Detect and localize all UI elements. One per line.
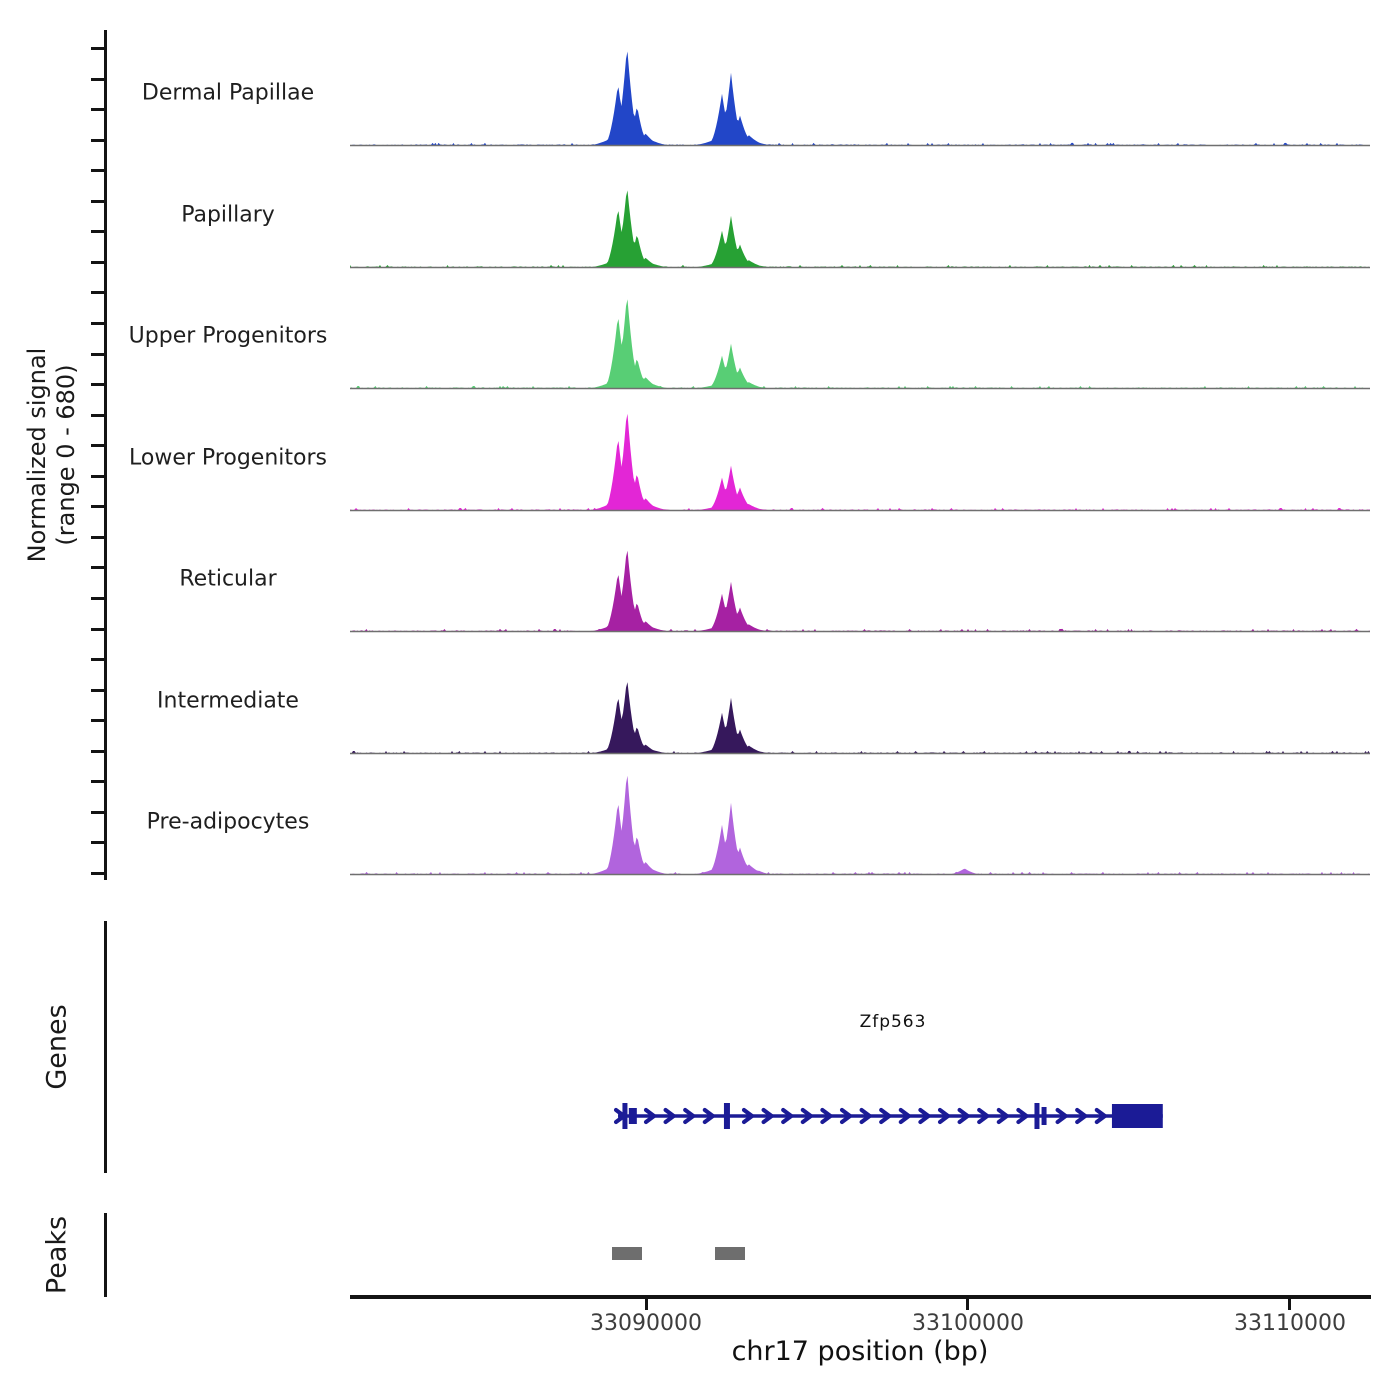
signal-area	[350, 413, 1370, 510]
gene-exon-bar	[724, 1103, 730, 1129]
x-axis-title: chr17 position (bp)	[731, 1336, 989, 1367]
gene-model	[350, 1094, 1370, 1140]
signal-area	[350, 52, 1370, 146]
signal-track-6	[350, 642, 1370, 755]
signal-axis-tick	[91, 200, 104, 203]
x-axis-tick-label: 33110000	[1234, 1311, 1346, 1336]
gene-exon-bar	[1034, 1103, 1039, 1129]
track-label-papillary: Papillary	[181, 202, 275, 227]
track-label-pre-adipocytes: Pre-adipocytes	[146, 809, 310, 835]
peaks-rail-line	[104, 1213, 107, 1297]
signal-track-7	[350, 763, 1370, 876]
track-label-upper-progenitors: Upper Progenitors	[128, 323, 328, 349]
signal-axis-tick	[91, 78, 104, 81]
x-axis-tick	[966, 1299, 969, 1310]
x-axis-line	[350, 1295, 1371, 1299]
signal-axis-tick	[91, 230, 104, 233]
signal-axis-tick	[91, 169, 104, 172]
signal-area	[350, 682, 1370, 753]
signal-track-4	[350, 399, 1370, 512]
signal-axis-tick	[91, 47, 104, 50]
signal-axis-tick	[91, 414, 104, 417]
x-axis-tick-label: 33100000	[912, 1311, 1024, 1336]
track-label-intermediate: Intermediate	[157, 688, 299, 713]
signal-axis-tick	[91, 841, 104, 844]
signal-axis-tick	[91, 261, 104, 264]
gene-exon-bar	[1042, 1107, 1047, 1125]
genes-rail-label: Genes	[41, 1004, 73, 1090]
x-axis-tick-label: 33090000	[590, 1311, 702, 1336]
genes-rail-line	[104, 921, 107, 1173]
signal-axis-tick	[91, 444, 104, 447]
signal-axis-tick	[91, 475, 104, 478]
signal-axis-tick	[91, 719, 104, 722]
signal-axis-tick	[91, 811, 104, 814]
signal-axis-tick	[91, 291, 104, 294]
signal-axis-tick	[91, 628, 104, 631]
signal-axis-tick	[91, 658, 104, 661]
signal-axis-tick	[91, 597, 104, 600]
signal-axis-tick	[91, 383, 104, 386]
signal-area	[350, 776, 1370, 875]
signal-track-5	[350, 520, 1370, 633]
y-axis-label-line2: (range 0 - 680)	[52, 364, 80, 546]
y-axis-label-line1: Normalized signal	[23, 347, 51, 563]
peak-call-box	[612, 1247, 642, 1260]
signal-axis-tick	[91, 689, 104, 692]
signal-track-2	[350, 156, 1370, 269]
gene-exon-bar	[629, 1108, 637, 1124]
signal-axis-tick	[91, 505, 104, 508]
signal-axis-tick	[91, 780, 104, 783]
x-axis-tick	[1288, 1299, 1291, 1310]
signal-axis-tick	[91, 353, 104, 356]
signal-axis-tick	[91, 139, 104, 142]
peaks-rail-label: Peaks	[41, 1215, 73, 1295]
signal-track-1	[350, 34, 1370, 147]
track-label-dermal-papillae: Dermal Papillae	[141, 80, 315, 106]
track-label-lower-progenitors: Lower Progenitors	[129, 445, 327, 470]
gene-thick-exon	[1112, 1104, 1163, 1128]
signal-axis-tick	[91, 322, 104, 325]
peak-call-box	[715, 1247, 745, 1260]
signal-area	[350, 551, 1370, 632]
signal-area	[350, 190, 1370, 267]
signal-area	[350, 299, 1370, 388]
signal-axis-tick	[91, 108, 104, 111]
gene-name-label: Zfp563	[859, 1012, 927, 1032]
signal-axis-line	[104, 30, 107, 880]
signal-axis-tick	[91, 872, 104, 875]
signal-axis-tick	[91, 566, 104, 569]
signal-axis-tick	[91, 750, 104, 753]
y-axis-label	[23, 348, 81, 563]
signal-track-3	[350, 277, 1370, 390]
x-axis-tick	[645, 1299, 648, 1310]
track-label-reticular: Reticular	[179, 566, 277, 592]
signal-axis-tick	[91, 536, 104, 539]
